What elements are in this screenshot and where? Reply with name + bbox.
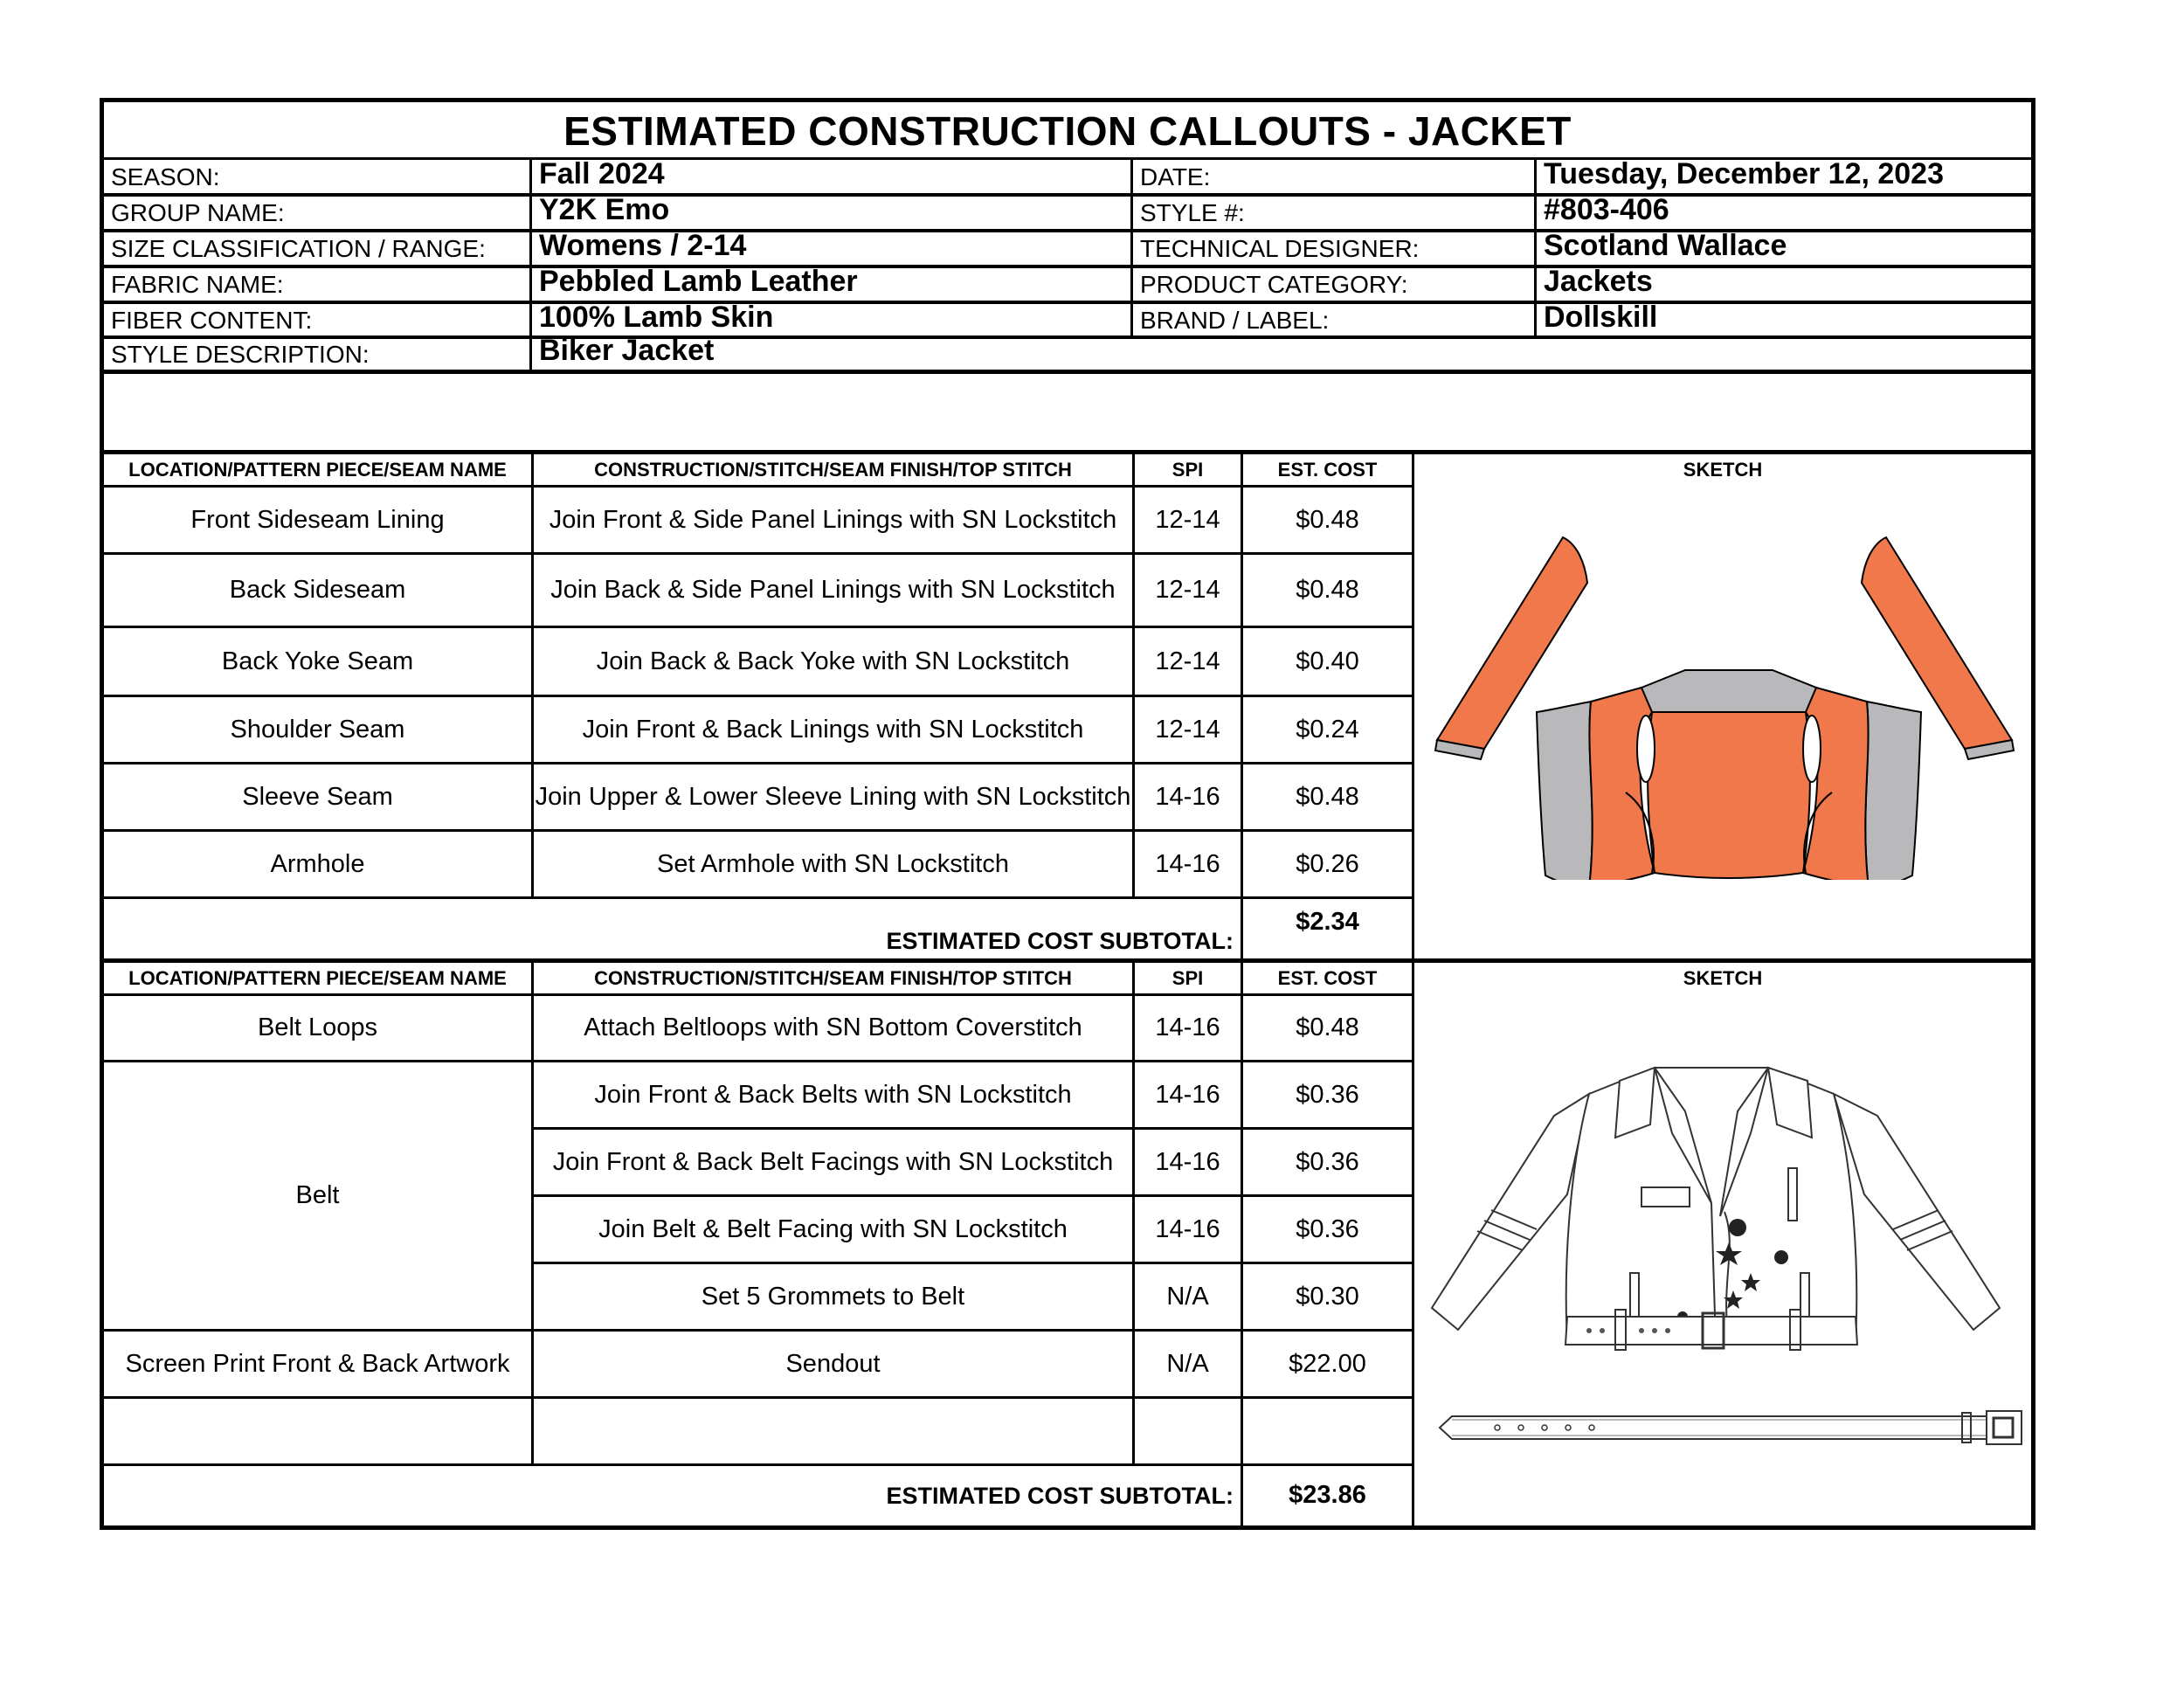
fabric-label: FABRIC NAME: xyxy=(111,271,284,298)
construction-callout-sheet xyxy=(100,98,2035,1530)
table-row-construction: Join Back & Side Panel Linings with SN Lockstitch xyxy=(550,576,1116,604)
style-value: #803-406 xyxy=(1544,192,1669,226)
designer-label: TECHNICAL DESIGNER: xyxy=(1140,235,1420,262)
desc-value: Biker Jacket xyxy=(539,333,715,367)
table-row-cost: $0.48 xyxy=(1296,1013,1359,1041)
t1-header-spi: SPI xyxy=(1171,459,1204,481)
desc-label: STYLE DESCRIPTION: xyxy=(111,341,370,368)
fiber-label: FIBER CONTENT: xyxy=(111,307,313,334)
table-row-cost: $0.48 xyxy=(1296,576,1359,604)
table-row-construction: Join Belt & Belt Facing with SN Lockstitch xyxy=(598,1214,1068,1243)
table-row-construction: Join Back & Back Yoke with SN Lockstitch xyxy=(596,647,1070,675)
table-row-spi: 12-14 xyxy=(1155,576,1220,604)
designer-value: Scotland Wallace xyxy=(1544,228,1787,262)
t2-header-construction: CONSTRUCTION/STITCH/SEAM FINISH/TOP STITCH xyxy=(594,967,1072,989)
category-label: PRODUCT CATEGORY: xyxy=(1140,271,1408,298)
date-label: DATE: xyxy=(1140,163,1211,190)
t1-subtotal-label: ESTIMATED COST SUBTOTAL: xyxy=(886,928,1234,954)
size-value: Womens / 2-14 xyxy=(539,228,747,262)
lining-sketch xyxy=(1423,530,2026,880)
table-row-location: Back Sideseam xyxy=(229,576,406,604)
t2-header-spi: SPI xyxy=(1171,967,1204,989)
brand-label: BRAND / LABEL: xyxy=(1140,307,1330,334)
t2-header-sketch: SKETCH xyxy=(1683,967,1763,989)
table-row-cost: $0.26 xyxy=(1296,849,1359,878)
table-row-location: Sleeve Seam xyxy=(242,782,393,811)
category-value: Jackets xyxy=(1544,264,1653,298)
season-value: Fall 2024 xyxy=(539,156,665,190)
t1-header-sketch: SKETCH xyxy=(1683,459,1763,481)
biker-jacket-sketch xyxy=(1423,1028,2026,1378)
table-row-spi: N/A xyxy=(1166,1349,1209,1378)
table-row-cost: $0.24 xyxy=(1296,715,1359,744)
style-label: STYLE #: xyxy=(1140,199,1245,226)
table-row-spi: 14-16 xyxy=(1155,1080,1220,1109)
table-row-construction: Set 5 Grommets to Belt xyxy=(701,1282,965,1311)
t1-subtotal-value: $2.34 xyxy=(1296,907,1359,936)
t2-subtotal-label: ESTIMATED COST SUBTOTAL: xyxy=(886,1483,1234,1509)
belt-location-cell: Belt xyxy=(295,1181,340,1209)
t1-header-cost: EST. COST xyxy=(1277,459,1378,481)
table-row-cost: $22.00 xyxy=(1289,1349,1366,1378)
table-row-construction: Attach Beltloops with SN Bottom Coverstitch xyxy=(584,1013,1082,1041)
t2-subtotal-value: $23.86 xyxy=(1289,1480,1366,1509)
table-row-location: Screen Print Front & Back Artwork xyxy=(125,1349,510,1378)
t2-header-cost: EST. COST xyxy=(1277,967,1378,989)
group-value: Y2K Emo xyxy=(539,192,670,226)
table-row-cost: $0.36 xyxy=(1296,1080,1359,1109)
t1-header-construction: CONSTRUCTION/STITCH/SEAM FINISH/TOP STITCH xyxy=(594,459,1072,481)
table-row-location: Armhole xyxy=(270,849,365,878)
table-row-cost: $0.40 xyxy=(1296,647,1359,675)
table-row-construction: Join Upper & Lower Sleeve Lining with SN Lockstitch xyxy=(535,782,1131,811)
table-row-location: Belt Loops xyxy=(257,1013,378,1041)
table-row-cost: $0.30 xyxy=(1296,1282,1359,1311)
table-row-spi: 12-14 xyxy=(1155,505,1220,534)
table-row-construction: Join Front & Back Belts with SN Lockstitch xyxy=(594,1080,1072,1109)
t2-header-location: LOCATION/PATTERN PIECE/SEAM NAME xyxy=(128,967,507,989)
table-row-construction: Sendout xyxy=(785,1349,881,1378)
t1-header-location: LOCATION/PATTERN PIECE/SEAM NAME xyxy=(128,459,507,481)
belt-sketch xyxy=(1427,1406,2026,1449)
table-row-spi: 12-14 xyxy=(1155,647,1220,675)
table-row-cost: $0.48 xyxy=(1296,505,1359,534)
table-row-cost: $0.48 xyxy=(1296,782,1359,811)
table-row-construction: Join Front & Back Belt Facings with SN Lockstitch xyxy=(552,1147,1114,1176)
season-label: SEASON: xyxy=(111,163,220,190)
table-row-location: Back Yoke Seam xyxy=(221,647,414,675)
table-row-cost: $0.36 xyxy=(1296,1214,1359,1243)
table-row-spi: 14-16 xyxy=(1155,1214,1220,1243)
size-label: SIZE CLASSIFICATION / RANGE: xyxy=(111,235,486,262)
table-row-spi: 14-16 xyxy=(1155,849,1220,878)
table-row-spi: 12-14 xyxy=(1155,715,1220,744)
table-row-spi: 14-16 xyxy=(1155,1013,1220,1041)
fiber-value: 100% Lamb Skin xyxy=(539,300,774,334)
table-row-location: Shoulder Seam xyxy=(230,715,405,744)
brand-value: Dollskill xyxy=(1544,300,1658,334)
table-row-spi: 14-16 xyxy=(1155,782,1220,811)
table-row-construction: Join Front & Back Linings with SN Lockstitch xyxy=(582,715,1084,744)
page-title: ESTIMATED CONSTRUCTION CALLOUTS - JACKET xyxy=(563,108,1572,154)
table-row-location: Front Sideseam Lining xyxy=(190,505,445,534)
table-row-cost: $0.36 xyxy=(1296,1147,1359,1176)
date-value: Tuesday, December 12, 2023 xyxy=(1544,156,1945,190)
table-row-spi: 14-16 xyxy=(1155,1147,1220,1176)
table-row-construction: Set Armhole with SN Lockstitch xyxy=(657,849,1009,878)
table-row-spi: N/A xyxy=(1166,1282,1209,1311)
fabric-value: Pebbled Lamb Leather xyxy=(539,264,858,298)
group-label: GROUP NAME: xyxy=(111,199,285,226)
table-row-construction: Join Front & Side Panel Linings with SN Lockstitch xyxy=(549,505,1117,534)
